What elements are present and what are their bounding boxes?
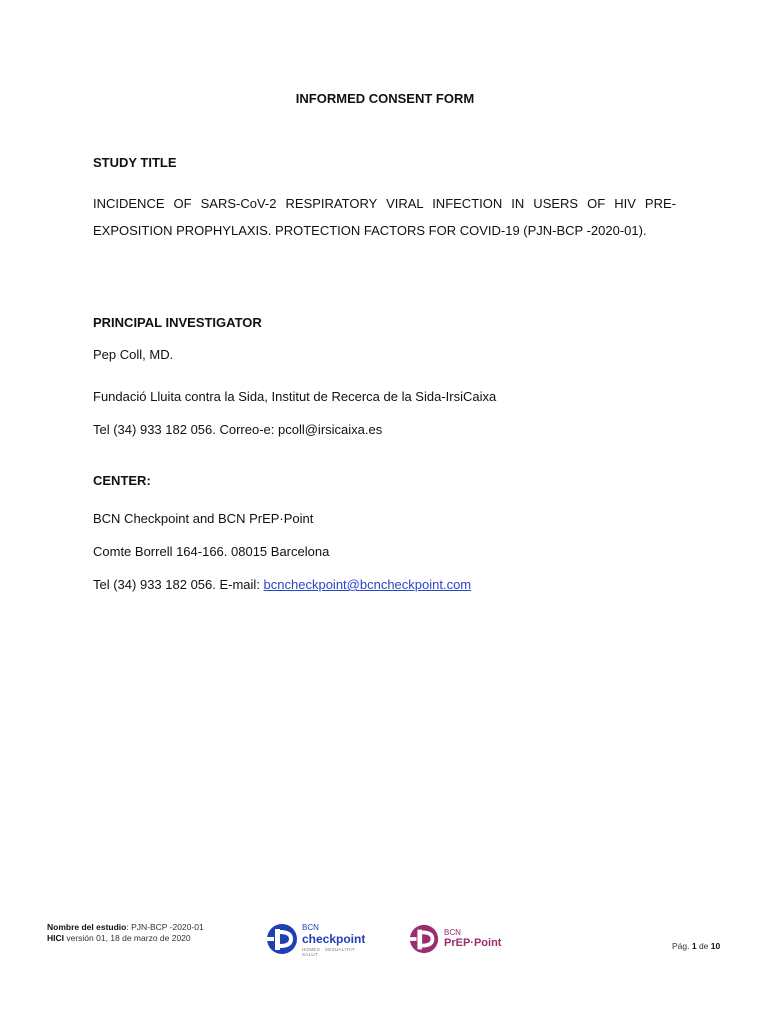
center-name: BCN Checkpoint and BCN PrEP·Point [93, 511, 314, 526]
principal-investigator-name: Pep Coll, MD. [93, 347, 174, 362]
prep-point-logo-main: PrEP·Point [444, 937, 502, 949]
bcn-prep-point-logo [408, 922, 508, 956]
footer-study-name-label: Nombre del estudio [47, 922, 127, 932]
footer-study-name-value: : PJN-BCP -2020-01 [126, 922, 204, 932]
footer-study-info [47, 922, 204, 943]
center-heading: CENTER: [93, 473, 151, 488]
checkpoint-logo-small: BCN [302, 923, 319, 932]
center-email-link[interactable]: bcncheckpoint@bcncheckpoint.com [263, 577, 472, 592]
center-phone-line [93, 578, 471, 591]
page-of: de [696, 941, 711, 951]
form-title: INFORMED CONSENT FORM [295, 91, 475, 106]
footer-study-name [47, 922, 204, 933]
page-prefix: Pág. [672, 941, 692, 951]
checkpoint-logo-icon [265, 922, 299, 956]
bcn-checkpoint-logo [265, 920, 375, 958]
checkpoint-logo-main: checkpoint [302, 932, 366, 946]
page-total: 10 [710, 941, 721, 951]
center-phone-prefix: Tel (34) 933 182 056. E-mail: [93, 577, 264, 592]
page-number [672, 941, 720, 952]
study-title-line-1: INCIDENCE OF SARS-CoV-2 RESPIRATORY VIRAL INFECTION IN USERS OF HIV PRE- [93, 196, 676, 211]
principal-investigator-contact: Tel (34) 933 182 056. Correo-e: pcoll@irsicaixa.es [93, 422, 383, 437]
footer-version-text: versión 01, 18 de marzo de 2020 [64, 932, 191, 943]
footer-version [47, 933, 204, 944]
prep-point-logo-icon [408, 923, 440, 955]
center-address: Comte Borrell 164-166. 08015 Barcelona [93, 544, 330, 559]
prep-point-logo-small: BCN [444, 928, 461, 937]
study-title-heading: STUDY TITLE [93, 155, 177, 170]
footer-hici-label: HICI [47, 932, 64, 943]
principal-investigator-institution: Fundació Lluita contra la Sida, Institut de Recerca de la Sida-IrsiCaixa [93, 389, 497, 404]
page-current: 1 [691, 941, 697, 951]
checkpoint-logo-tagline: HOMES · SEXUALITAT · SALUT [302, 947, 359, 957]
study-title-line-2: EXPOSITION PROPHYLAXIS. PROTECTION FACTORS FOR COVID-19 (PJN-BCP -2020-01). [93, 223, 647, 238]
principal-investigator-heading: PRINCIPAL INVESTIGATOR [93, 315, 262, 330]
